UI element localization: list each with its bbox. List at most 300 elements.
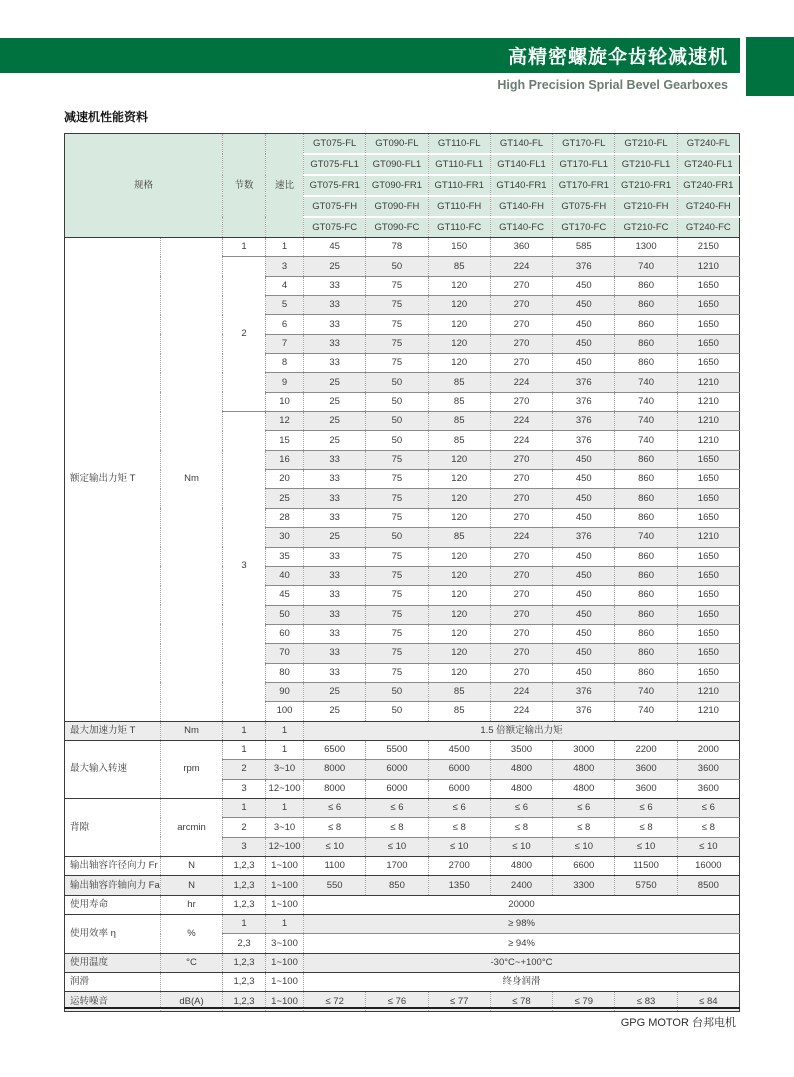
value-cell: 33: [304, 470, 366, 489]
model-header-cell: GT140-FL: [490, 134, 552, 155]
value-cell: 3600: [615, 760, 677, 779]
value-cell: 50: [366, 682, 428, 701]
spec-label-cell: 润滑: [65, 973, 161, 992]
value-cell: 860: [615, 644, 677, 663]
value-cell: 120: [428, 296, 490, 315]
unit-cell: hr: [161, 895, 223, 914]
value-cell: ≤ 6: [366, 798, 428, 817]
value-cell: 33: [304, 663, 366, 682]
value-cell: ≤ 83: [615, 992, 677, 1011]
value-cell: 450: [553, 547, 615, 566]
value-cell: 75: [366, 450, 428, 469]
value-cell: 120: [428, 663, 490, 682]
header-bar: [0, 38, 740, 73]
value-cell: 270: [490, 624, 552, 643]
model-header-cell: GT170-FR1: [553, 175, 615, 196]
value-cell: 550: [304, 876, 366, 895]
value-cell: 1650: [677, 644, 739, 663]
value-cell: 33: [304, 644, 366, 663]
model-header-cell: GT170-FL: [553, 134, 615, 155]
value-cell: 860: [615, 508, 677, 527]
value-cell: 85: [428, 528, 490, 547]
value-cell: 1650: [677, 276, 739, 295]
value-cell: ≤ 8: [553, 818, 615, 837]
value-cell: 50: [366, 528, 428, 547]
ratio-cell: 1~100: [266, 857, 304, 876]
value-cell: 75: [366, 663, 428, 682]
value-cell: 270: [490, 334, 552, 353]
value-cell: 85: [428, 392, 490, 411]
value-cell: 860: [615, 470, 677, 489]
stage-cell: 3: [223, 779, 266, 798]
model-header-cell: GT090-FR1: [366, 175, 428, 196]
value-cell: 270: [490, 470, 552, 489]
value-cell: 3600: [615, 779, 677, 798]
value-cell: 120: [428, 566, 490, 585]
value-cell: 75: [366, 586, 428, 605]
value-cell: 450: [553, 508, 615, 527]
spec-label-cell: 背隙: [65, 798, 161, 856]
section-title: 减速机性能资料: [64, 110, 149, 124]
value-cell: 1650: [677, 296, 739, 315]
value-cell: 450: [553, 315, 615, 334]
value-cell: 450: [553, 276, 615, 295]
value-cell: 6000: [366, 760, 428, 779]
value-cell: 376: [553, 257, 615, 276]
value-cell: 33: [304, 624, 366, 643]
value-cell: 270: [490, 644, 552, 663]
value-cell: 75: [366, 547, 428, 566]
model-header-cell: GT110-FR1: [428, 175, 490, 196]
value-cell: 6000: [428, 760, 490, 779]
model-header-cell: GT140-FH: [490, 196, 552, 217]
value-cell: 45: [304, 238, 366, 257]
value-cell: 25: [304, 373, 366, 392]
stage-cell: 2,3: [223, 934, 266, 953]
model-header-cell: GT075-FH: [304, 196, 366, 217]
page-subtitle: High Precision Sprial Bevel Gearboxes: [497, 78, 728, 92]
value-cell: 860: [615, 663, 677, 682]
value-cell: 3000: [553, 740, 615, 759]
value-cell: 75: [366, 334, 428, 353]
value-cell: 120: [428, 450, 490, 469]
value-cell: 270: [490, 508, 552, 527]
model-header-cell: GT110-FH: [428, 196, 490, 217]
value-cell: 4800: [553, 760, 615, 779]
value-cell: 860: [615, 566, 677, 585]
value-cell: 376: [553, 528, 615, 547]
value-cell: 120: [428, 334, 490, 353]
spec-label-cell: 输出轴容许径向力 Fr: [65, 857, 161, 876]
model-header-cell: GT140-FC: [490, 217, 552, 238]
ratio-cell: 3~10: [266, 760, 304, 779]
value-cell: 376: [553, 373, 615, 392]
ratio-cell: 12: [266, 412, 304, 431]
value-cell: 33: [304, 508, 366, 527]
value-cell: 85: [428, 702, 490, 721]
value-cell: ≤ 6: [490, 798, 552, 817]
unit-cell: N: [161, 857, 223, 876]
value-cell: ≤ 10: [490, 837, 552, 856]
value-cell: ≤ 8: [490, 818, 552, 837]
value-cell: 120: [428, 489, 490, 508]
ratio-cell: 3~10: [266, 818, 304, 837]
model-header-cell: GT240-FR1: [677, 175, 739, 196]
value-cell: 85: [428, 412, 490, 431]
value-cell: 33: [304, 547, 366, 566]
ratio-cell: 1~100: [266, 992, 304, 1011]
value-cell: 33: [304, 315, 366, 334]
ratio-cell: 60: [266, 624, 304, 643]
model-header-cell: GT090-FL1: [366, 154, 428, 175]
value-cell: ≤ 77: [428, 992, 490, 1011]
value-cell: 224: [490, 257, 552, 276]
value-cell: 50: [366, 392, 428, 411]
spec-table-head: [65, 134, 740, 238]
ratio-cell: 1: [266, 798, 304, 817]
ratio-cell: 1~100: [266, 953, 304, 972]
value-cell: 860: [615, 586, 677, 605]
value-cell: 50: [366, 702, 428, 721]
value-cell: 25: [304, 682, 366, 701]
value-cell: 450: [553, 586, 615, 605]
value-cell: 2400: [490, 876, 552, 895]
value-cell: 75: [366, 489, 428, 508]
value-cell: 860: [615, 489, 677, 508]
value-cell: 376: [553, 702, 615, 721]
spec-label-cell: 最大加速力矩 T: [65, 721, 161, 740]
value-cell: ≤ 8: [304, 818, 366, 837]
value-cell: 1650: [677, 489, 739, 508]
value-cell: ≤ 10: [677, 837, 739, 856]
value-cell: ≤ 10: [553, 837, 615, 856]
value-cell: 33: [304, 276, 366, 295]
stage-cell: 1,2,3: [223, 876, 266, 895]
stage-cell: 1,2,3: [223, 973, 266, 992]
model-header-cell: GT110-FC: [428, 217, 490, 238]
value-cell: 1210: [677, 431, 739, 450]
value-cell: 270: [490, 354, 552, 373]
spec-table-body: [65, 238, 740, 1012]
value-cell: 1300: [615, 238, 677, 257]
unit-cell: rpm: [161, 740, 223, 798]
value-cell: 25: [304, 257, 366, 276]
ratio-cell: 5: [266, 296, 304, 315]
value-cell: 6000: [428, 779, 490, 798]
value-cell: ≤ 72: [304, 992, 366, 1011]
value-cell: ≤ 78: [490, 992, 552, 1011]
ratio-cell: 100: [266, 702, 304, 721]
spec-label-cell: 使用温度: [65, 953, 161, 972]
value-cell: ≤ 8: [677, 818, 739, 837]
value-cell: 75: [366, 276, 428, 295]
value-cell: 860: [615, 605, 677, 624]
ratio-cell: 30: [266, 528, 304, 547]
value-cell: 1650: [677, 508, 739, 527]
value-cell: 860: [615, 296, 677, 315]
page-title: 高精密螺旋伞齿轮减速机: [507, 47, 728, 68]
value-cell: 1210: [677, 682, 739, 701]
ratio-cell: 35: [266, 547, 304, 566]
stage-cell: 1: [223, 740, 266, 759]
value-cell: 1650: [677, 450, 739, 469]
value-cell: 270: [490, 566, 552, 585]
ratio-cell: 40: [266, 566, 304, 585]
value-cell: 850: [366, 876, 428, 895]
value-cell: 1650: [677, 586, 739, 605]
ratio-cell: 1~100: [266, 895, 304, 914]
value-cell: 860: [615, 276, 677, 295]
ratio-cell: 3~100: [266, 934, 304, 953]
value-cell: 224: [490, 528, 552, 547]
model-header-cell: GT075-FH: [553, 196, 615, 217]
value-cell: 85: [428, 431, 490, 450]
stage-cell: 1: [223, 721, 266, 740]
span-value-cell: ≥ 94%: [304, 934, 740, 953]
model-header-cell: GT210-FL: [615, 134, 677, 155]
value-cell: 740: [615, 528, 677, 547]
value-cell: 75: [366, 566, 428, 585]
value-cell: 33: [304, 489, 366, 508]
value-cell: 224: [490, 373, 552, 392]
stage-cell: 3: [223, 412, 266, 722]
value-cell: 450: [553, 663, 615, 682]
value-cell: 33: [304, 566, 366, 585]
value-cell: 16000: [677, 857, 739, 876]
spec-label-cell: 使用寿命: [65, 895, 161, 914]
value-cell: 740: [615, 431, 677, 450]
value-cell: 75: [366, 508, 428, 527]
value-cell: 450: [553, 566, 615, 585]
value-cell: 224: [490, 412, 552, 431]
value-cell: ≤ 10: [366, 837, 428, 856]
value-cell: 270: [490, 547, 552, 566]
value-cell: 860: [615, 450, 677, 469]
value-cell: 2000: [677, 740, 739, 759]
value-cell: 85: [428, 373, 490, 392]
model-header-cell: GT240-FC: [677, 217, 739, 238]
model-header-cell: GT240-FH: [677, 196, 739, 217]
value-cell: ≤ 84: [677, 992, 739, 1011]
unit-cell: arcmin: [161, 798, 223, 856]
model-header-cell: GT210-FC: [615, 217, 677, 238]
value-cell: 1700: [366, 857, 428, 876]
stage-cell: 2: [223, 818, 266, 837]
unit-cell: Nm: [161, 238, 223, 722]
ratio-cell: 1~100: [266, 973, 304, 992]
value-cell: 1210: [677, 528, 739, 547]
unit-cell: %: [161, 915, 223, 954]
value-cell: 740: [615, 702, 677, 721]
value-cell: 120: [428, 586, 490, 605]
value-cell: 450: [553, 450, 615, 469]
model-header-cell: GT140-FL1: [490, 154, 552, 175]
value-cell: 450: [553, 470, 615, 489]
ratio-cell: 1: [266, 721, 304, 740]
ratio-cell: 10: [266, 392, 304, 411]
value-cell: 50: [366, 257, 428, 276]
value-cell: 4500: [428, 740, 490, 759]
value-cell: 1650: [677, 566, 739, 585]
ratio-cell: 70: [266, 644, 304, 663]
value-cell: 450: [553, 605, 615, 624]
value-cell: 3600: [677, 779, 739, 798]
value-cell: 224: [490, 682, 552, 701]
value-cell: 120: [428, 644, 490, 663]
ratio-cell: 1: [266, 238, 304, 257]
value-cell: 224: [490, 431, 552, 450]
value-cell: 120: [428, 315, 490, 334]
value-cell: 75: [366, 605, 428, 624]
value-cell: 860: [615, 624, 677, 643]
spec-label-cell: 使用效率 η: [65, 915, 161, 954]
value-cell: 1210: [677, 702, 739, 721]
value-cell: 450: [553, 296, 615, 315]
stage-header-cell: 节数: [223, 134, 266, 238]
value-cell: 376: [553, 392, 615, 411]
value-cell: 1650: [677, 605, 739, 624]
value-cell: 33: [304, 354, 366, 373]
value-cell: 1650: [677, 547, 739, 566]
stage-cell: 1,2,3: [223, 857, 266, 876]
model-header-cell: GT210-FL1: [615, 154, 677, 175]
model-header-cell: GT170-FC: [553, 217, 615, 238]
value-cell: 120: [428, 508, 490, 527]
value-cell: 270: [490, 276, 552, 295]
value-cell: 4800: [490, 760, 552, 779]
value-cell: 1210: [677, 373, 739, 392]
value-cell: 3300: [553, 876, 615, 895]
ratio-cell: 12~100: [266, 779, 304, 798]
model-header-cell: GT075-FC: [304, 217, 366, 238]
ratio-cell: 20: [266, 470, 304, 489]
stage-cell: 1,2,3: [223, 992, 266, 1011]
value-cell: 450: [553, 334, 615, 353]
value-cell: 1650: [677, 334, 739, 353]
model-header-cell: GT075-FL: [304, 134, 366, 155]
value-cell: 5750: [615, 876, 677, 895]
value-cell: 740: [615, 257, 677, 276]
value-cell: 1650: [677, 470, 739, 489]
footer-brand: GPG MOTOR 台邦电机: [620, 1017, 736, 1029]
value-cell: 860: [615, 354, 677, 373]
stage-cell: 1,2,3: [223, 953, 266, 972]
value-cell: 270: [490, 489, 552, 508]
ratio-cell: 45: [266, 586, 304, 605]
value-cell: ≤ 8: [366, 818, 428, 837]
value-cell: 120: [428, 605, 490, 624]
value-cell: ≤ 6: [428, 798, 490, 817]
ratio-header-cell: 速比: [266, 134, 304, 238]
span-value-cell: -30°C~+100°C: [304, 953, 740, 972]
spec-header-cell: 规格: [65, 134, 223, 238]
value-cell: 1210: [677, 257, 739, 276]
value-cell: ≤ 79: [553, 992, 615, 1011]
model-header-cell: GT090-FH: [366, 196, 428, 217]
ratio-cell: 12~100: [266, 837, 304, 856]
value-cell: 1210: [677, 392, 739, 411]
value-cell: 6500: [304, 740, 366, 759]
spec-label-cell: 输出轴容许轴向力 Fa: [65, 876, 161, 895]
value-cell: 75: [366, 470, 428, 489]
value-cell: 2150: [677, 238, 739, 257]
model-header-cell: GT110-FL: [428, 134, 490, 155]
stage-cell: 2: [223, 760, 266, 779]
value-cell: 224: [490, 702, 552, 721]
value-cell: 450: [553, 489, 615, 508]
value-cell: 75: [366, 354, 428, 373]
value-cell: 33: [304, 450, 366, 469]
value-cell: 8500: [677, 876, 739, 895]
ratio-cell: 6: [266, 315, 304, 334]
value-cell: ≤ 76: [366, 992, 428, 1011]
model-header-cell: GT210-FR1: [615, 175, 677, 196]
value-cell: 1100: [304, 857, 366, 876]
value-cell: 5500: [366, 740, 428, 759]
value-cell: 120: [428, 354, 490, 373]
value-cell: ≤ 10: [304, 837, 366, 856]
value-cell: 4800: [490, 779, 552, 798]
value-cell: 1350: [428, 876, 490, 895]
value-cell: 33: [304, 586, 366, 605]
value-cell: 25: [304, 702, 366, 721]
model-header-cell: GT110-FL1: [428, 154, 490, 175]
value-cell: 25: [304, 528, 366, 547]
unit-cell: N: [161, 876, 223, 895]
value-cell: 376: [553, 431, 615, 450]
value-cell: 740: [615, 682, 677, 701]
model-header-cell: GT170-FL1: [553, 154, 615, 175]
value-cell: 376: [553, 682, 615, 701]
value-cell: 740: [615, 373, 677, 392]
value-cell: ≤ 6: [553, 798, 615, 817]
value-cell: 270: [490, 450, 552, 469]
value-cell: 8000: [304, 779, 366, 798]
ratio-cell: 15: [266, 431, 304, 450]
ratio-cell: 25: [266, 489, 304, 508]
value-cell: 33: [304, 605, 366, 624]
ratio-cell: 4: [266, 276, 304, 295]
value-cell: 860: [615, 334, 677, 353]
value-cell: 33: [304, 334, 366, 353]
ratio-cell: 1: [266, 915, 304, 934]
value-cell: 376: [553, 412, 615, 431]
value-cell: 1650: [677, 624, 739, 643]
value-cell: 25: [304, 392, 366, 411]
spec-label-cell: 运转噪音: [65, 992, 161, 1011]
model-header-cell: GT210-FH: [615, 196, 677, 217]
value-cell: 25: [304, 431, 366, 450]
footer-rule: [64, 1007, 740, 1009]
value-cell: 740: [615, 392, 677, 411]
value-cell: 120: [428, 624, 490, 643]
spec-table: [64, 133, 740, 1012]
value-cell: 270: [490, 663, 552, 682]
value-cell: 585: [553, 238, 615, 257]
value-cell: 270: [490, 586, 552, 605]
value-cell: 450: [553, 354, 615, 373]
value-cell: 75: [366, 644, 428, 663]
ratio-cell: 8: [266, 354, 304, 373]
model-header-cell: GT240-FL1: [677, 154, 739, 175]
value-cell: 3500: [490, 740, 552, 759]
value-cell: 75: [366, 296, 428, 315]
value-cell: ≤ 10: [615, 837, 677, 856]
span-value-cell: ≥ 98%: [304, 915, 740, 934]
ratio-cell: 80: [266, 663, 304, 682]
model-header-cell: GT090-FL: [366, 134, 428, 155]
value-cell: 450: [553, 644, 615, 663]
